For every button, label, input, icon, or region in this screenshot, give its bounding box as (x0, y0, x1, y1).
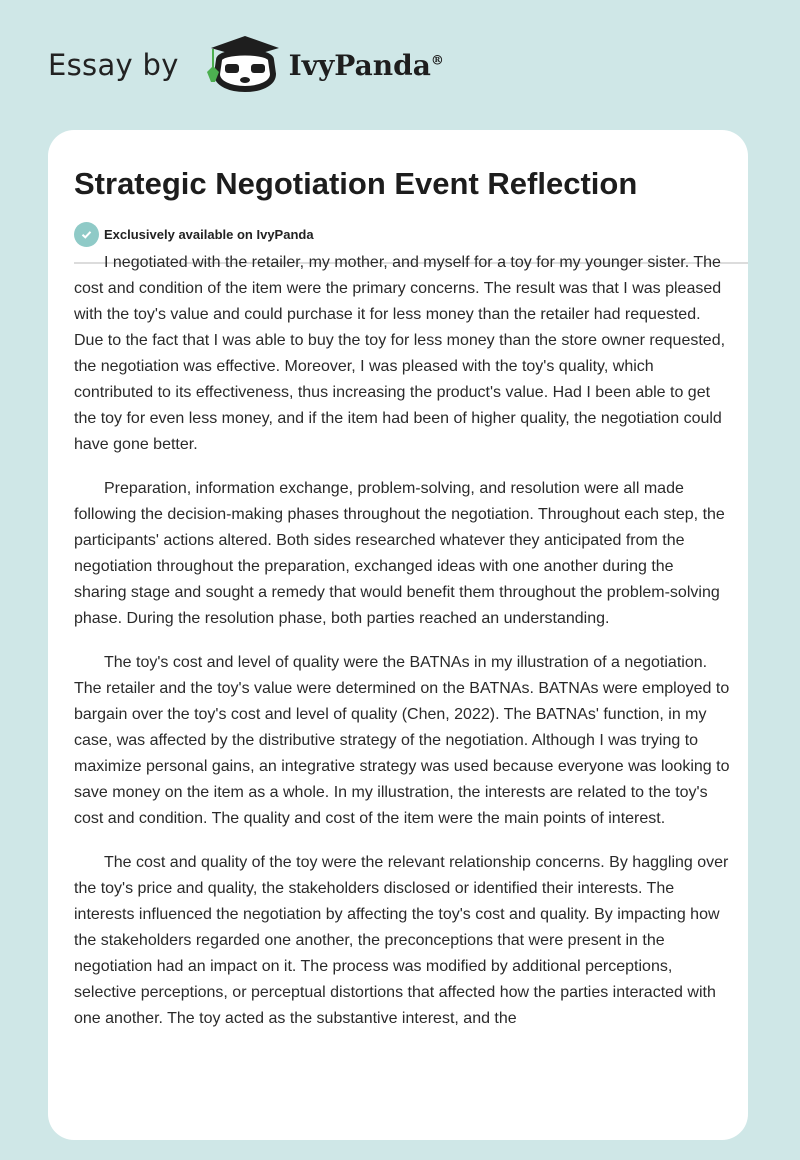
brand-name-text: IvyPanda (288, 48, 431, 82)
essay-card (48, 130, 748, 1140)
paragraph: Preparation, information exchange, problem-solving, and resolution were all made following the decision-making phases throughout the negotiation. Throughout each step, the participants' actions altered. Both sides researched whatever they anticipated from the negotiation throughout the preparation, exchanged ideas with one another during the sharing stage and sought a remedy that would benefit them throughout the problem-solving phase. During the resolution phase, both parties reached an understanding. (74, 480, 725, 627)
brand-name (289, 49, 444, 82)
essay-body (74, 250, 730, 1050)
paragraph: The toy's cost and level of quality were the BATNAs in my illustration of a negotiation. The retailer and the toy's value were determined on the BATNAs. BATNAs were employed to bargain over the toy's cost and level of quality (Chen, 2022). The BATNAs' function, in my case, was affected by the distributive strategy of the negotiation. Although I was trying to maximize personal gains, an integrative strategy was used because everyone was looking to save money on the item as a whole. In my illustration, the interests are related to the toy's cost and condition. The quality and cost of the item were the main points of interest. (74, 654, 730, 827)
panda-logo-icon (197, 30, 287, 100)
check-circle-icon (74, 222, 99, 247)
registered-mark: ® (430, 53, 444, 69)
exclusive-badge (74, 222, 314, 247)
brand-header[interactable] (48, 30, 444, 100)
brand-prefix: Essay by (48, 48, 179, 82)
badge-text: Exclusively available on IvyPanda (104, 227, 314, 242)
page-title: Strategic Negotiation Event Reflection (74, 166, 638, 201)
paragraph: The cost and quality of the toy were the relevant relationship concerns. By haggling over the toy's price and quality, the stakeholders disclosed or identified their interests. The interests influenced the negotiation by affecting the toy's cost and quality. By impacting how the stakeholders regarded one another, the preconceptions that were present in the negotiation had an impact on it. The process was modified by additional perceptions, selective perceptions, or perceptual distortions that affected how the parties interacted with one another. The toy acted as the substantive interest, and the (74, 854, 729, 1027)
paragraph: I negotiated with the retailer, my mother, and myself for a toy for my younger sister. The cost and condition of the item were the primary concerns. The result was that I was pleased with the toy's value and could purchase it for less money than the retailer had requested. Due to the fact that I was able to buy the toy for less money than the store owner requested, the negotiation was effective. Moreover, I was pleased with the toy's quality, which contributed to its effectiveness, thus increasing the product's value. Had I been able to get the toy for even less money, and if the item had been of higher quality, the negotiation could have gone better. (74, 254, 726, 453)
